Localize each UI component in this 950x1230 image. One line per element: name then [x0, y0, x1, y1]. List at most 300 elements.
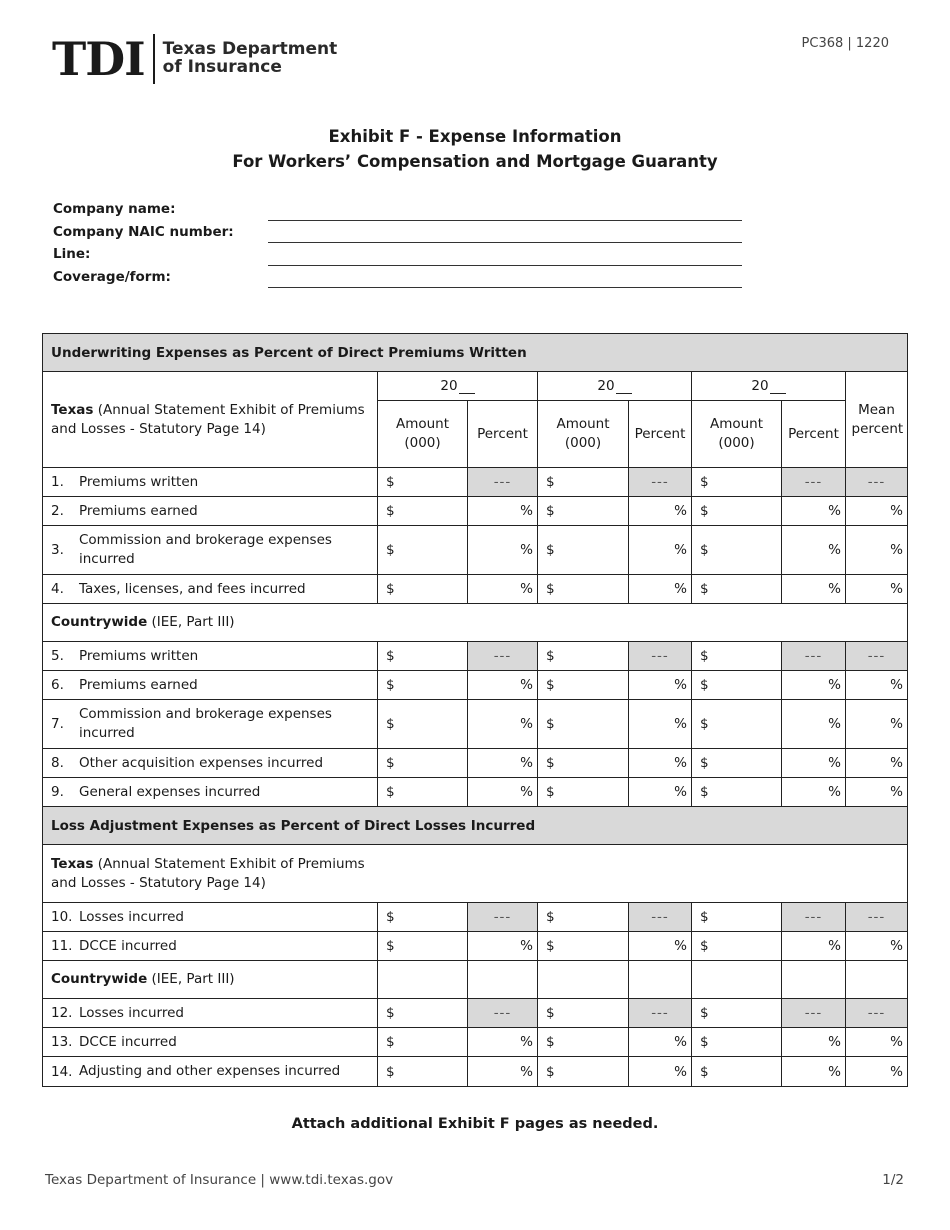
- percent-sign: %: [520, 677, 533, 693]
- countrywide-blank-cell: [468, 961, 538, 999]
- year-1-prefix: 20: [440, 378, 458, 394]
- percent-sign: %: [674, 784, 687, 800]
- row-10-percent-na: [468, 903, 538, 932]
- texas-desc: (Annual Statement Exhibit of Premiums and Losses - Statutory Page 14): [51, 855, 365, 891]
- naic-number-row: [53, 222, 753, 245]
- row-14-label: [43, 1057, 378, 1086]
- row-number: 13.: [51, 1034, 73, 1050]
- row-10-label: [43, 903, 378, 932]
- row-1-percent-na: [629, 468, 692, 497]
- year-1-percent-header: [468, 401, 538, 468]
- percent-sign: %: [890, 677, 903, 693]
- dollar-sign: $: [386, 909, 395, 925]
- year-2-blank[interactable]: [616, 379, 632, 394]
- dollar-sign: $: [700, 542, 709, 558]
- company-name-row: [53, 199, 753, 222]
- row-label: Adjusting and other expenses incurred: [79, 1063, 341, 1079]
- row-1-percent-na: [782, 468, 846, 497]
- row-11-label: [43, 932, 378, 961]
- row-10-percent-na: [629, 903, 692, 932]
- percent-header-text: Percent: [788, 426, 839, 442]
- percent-sign: %: [520, 1063, 533, 1080]
- row-2-amount-input[interactable]: [378, 497, 468, 526]
- percent-sign: %: [674, 581, 687, 597]
- countrywide-blank-cell: [846, 961, 907, 999]
- percent-sign: %: [890, 716, 903, 732]
- row-2-amount-input[interactable]: [538, 497, 629, 526]
- dollar-sign: $: [700, 938, 709, 954]
- company-fields: [53, 199, 753, 289]
- row-10-amount-input[interactable]: [378, 903, 468, 932]
- countrywide-blank-cell: [538, 961, 629, 999]
- row-number: 6.: [51, 677, 64, 693]
- row-label: DCCE incurred: [79, 937, 177, 954]
- dollar-sign: $: [386, 503, 395, 519]
- row-9-label: [43, 778, 378, 807]
- countrywide-desc: (IEE, Part III): [147, 614, 235, 630]
- row-5-percent-na: [782, 642, 846, 671]
- row-8-label: [43, 749, 378, 778]
- coverage-form-label: Coverage/form:: [53, 268, 171, 285]
- dollar-sign: $: [546, 755, 555, 771]
- row-3-percent-input[interactable]: [782, 526, 846, 575]
- year-3-prefix: 20: [751, 378, 769, 394]
- row-5-percent-na: [468, 642, 538, 671]
- dollar-sign: $: [546, 542, 555, 558]
- row-3-label: [43, 526, 378, 575]
- percent-sign: %: [828, 1063, 841, 1080]
- row-3-amount-input[interactable]: [692, 526, 782, 575]
- percent-sign: %: [520, 503, 533, 519]
- dash-text: ---: [493, 1005, 512, 1021]
- row-number: 7.: [51, 716, 64, 732]
- row-3-amount-input[interactable]: [538, 526, 629, 575]
- row-13-amount-input[interactable]: [538, 1028, 629, 1057]
- row-11-percent-input[interactable]: [782, 932, 846, 961]
- dollar-sign: $: [386, 1005, 395, 1021]
- row-12-amount-input[interactable]: [538, 999, 629, 1028]
- countrywide-header-2: [43, 961, 378, 999]
- percent-sign: %: [828, 938, 841, 954]
- countrywide-blank-cell: [692, 961, 782, 999]
- expense-table: [42, 333, 908, 1087]
- row-label: Premiums written: [79, 473, 199, 490]
- percent-sign: %: [674, 938, 687, 954]
- row-label: Commission and brokerage expenses incurred: [79, 706, 332, 741]
- countrywide-blank-cell: [629, 961, 692, 999]
- row-4-amount-input[interactable]: [692, 575, 782, 604]
- row-number: 9.: [51, 784, 64, 800]
- dollar-sign: $: [386, 784, 395, 800]
- row-7-percent-input[interactable]: [782, 700, 846, 749]
- row-7-amount-input[interactable]: [378, 700, 468, 749]
- year-2-prefix: 20: [597, 378, 615, 394]
- row-label: Premiums earned: [79, 502, 198, 519]
- dash-text: ---: [651, 474, 669, 490]
- row-13-percent-input[interactable]: [629, 1028, 692, 1057]
- row-6-label: [43, 671, 378, 700]
- page-title: [0, 124, 950, 174]
- percent-sign: %: [674, 1034, 687, 1050]
- dollar-sign: $: [386, 474, 395, 490]
- row-12-amount-input[interactable]: [378, 999, 468, 1028]
- row-3-percent-input[interactable]: [629, 526, 692, 575]
- tdi-logo: [46, 28, 342, 90]
- row-7-amount-input[interactable]: [538, 700, 629, 749]
- row-1-amount-input[interactable]: [692, 468, 782, 497]
- dollar-sign: $: [546, 716, 555, 732]
- row-10-mean-na: [846, 903, 907, 932]
- row-11-amount-input[interactable]: [692, 932, 782, 961]
- row-8-percent-input[interactable]: [782, 749, 846, 778]
- year-1-header: [378, 372, 538, 401]
- percent-sign: %: [674, 716, 687, 732]
- dollar-sign: $: [546, 648, 555, 664]
- percent-sign: %: [828, 677, 841, 693]
- year-3-percent-header: [782, 401, 846, 468]
- row-8-percent-input[interactable]: [629, 749, 692, 778]
- dash-text: ---: [651, 909, 669, 925]
- line-label: Line:: [53, 246, 91, 262]
- dash-text: ---: [651, 1005, 669, 1021]
- row-9-percent-input[interactable]: [468, 778, 538, 807]
- percent-sign: %: [890, 542, 903, 558]
- percent-sign: %: [890, 1063, 903, 1080]
- dollar-sign: $: [386, 938, 395, 954]
- dollar-sign: $: [546, 677, 555, 693]
- row-4-mean-input[interactable]: [846, 575, 907, 604]
- dollar-sign: $: [700, 503, 709, 519]
- row-label: Other acquisition expenses incurred: [79, 754, 324, 771]
- row-2-percent-input[interactable]: [468, 497, 538, 526]
- row-3-percent-input[interactable]: [468, 526, 538, 575]
- dash-text: ---: [651, 648, 669, 664]
- dollar-sign: $: [546, 1005, 555, 1021]
- dollar-sign: $: [546, 909, 555, 925]
- percent-header-text: Percent: [477, 426, 528, 442]
- row-12-percent-na: [629, 999, 692, 1028]
- row-6-percent-input[interactable]: [782, 671, 846, 700]
- page-number: 1/2: [882, 1172, 904, 1188]
- percent-sign: %: [828, 784, 841, 800]
- row-10-amount-input[interactable]: [692, 903, 782, 932]
- row-11-percent-input[interactable]: [629, 932, 692, 961]
- dash-text: ---: [493, 474, 512, 490]
- row-7-percent-input[interactable]: [629, 700, 692, 749]
- texas-bold: Texas: [51, 401, 94, 418]
- dollar-sign: $: [546, 938, 555, 954]
- row-2-label: [43, 497, 378, 526]
- dollar-sign: $: [700, 784, 709, 800]
- texas-header: [43, 372, 378, 468]
- row-6-amount-input[interactable]: [378, 671, 468, 700]
- footer-text: Texas Department of Insurance | www.tdi.texas.gov: [45, 1172, 394, 1188]
- row-label: Commission and brokerage expenses incurred: [79, 532, 332, 567]
- dollar-sign: $: [386, 581, 395, 597]
- amount-header-text: Amount (000): [709, 416, 764, 451]
- row-4-label: [43, 575, 378, 604]
- mean-percent-header: [846, 372, 907, 468]
- dollar-sign: $: [700, 648, 709, 664]
- dash-text: ---: [867, 1005, 886, 1021]
- attach-note: Attach additional Exhibit F pages as needed.: [291, 1116, 659, 1132]
- row-13-label: [43, 1028, 378, 1057]
- year-1-blank[interactable]: [459, 379, 475, 394]
- percent-sign: %: [828, 716, 841, 732]
- percent-sign: %: [828, 1034, 841, 1050]
- coverage-form-field[interactable]: [268, 270, 742, 288]
- dollar-sign: $: [700, 755, 709, 771]
- row-label: Losses incurred: [79, 1004, 184, 1021]
- row-9-amount-input[interactable]: [538, 778, 629, 807]
- row-5-mean-na: [846, 642, 907, 671]
- row-3-amount-input[interactable]: [378, 526, 468, 575]
- dash-text: ---: [804, 1005, 823, 1021]
- row-14-mean-input[interactable]: [846, 1057, 907, 1086]
- percent-sign: %: [520, 1034, 533, 1050]
- row-14-amount-input[interactable]: [692, 1057, 782, 1086]
- row-13-percent-input[interactable]: [468, 1028, 538, 1057]
- year-2-amount-header: [538, 401, 629, 468]
- percent-sign: %: [674, 503, 687, 519]
- row-4-amount-input[interactable]: [378, 575, 468, 604]
- percent-sign: %: [828, 542, 841, 558]
- dash-text: ---: [804, 648, 823, 664]
- row-number: 3.: [51, 542, 64, 558]
- row-number: 2.: [51, 503, 64, 519]
- naic-number-label: Company NAIC number:: [53, 223, 234, 240]
- amount-header-text: Amount (000): [556, 416, 610, 451]
- row-11-amount-input[interactable]: [538, 932, 629, 961]
- dash-text: ---: [804, 909, 823, 925]
- row-7-amount-input[interactable]: [692, 700, 782, 749]
- dollar-sign: $: [386, 716, 395, 732]
- percent-sign: %: [674, 542, 687, 558]
- row-4-percent-input[interactable]: [468, 575, 538, 604]
- row-13-mean-input[interactable]: [846, 1028, 907, 1057]
- year-1-amount-header: [378, 401, 468, 468]
- row-6-mean-input[interactable]: [846, 671, 907, 700]
- row-11-percent-input[interactable]: [468, 932, 538, 961]
- row-6-percent-input[interactable]: [629, 671, 692, 700]
- dollar-sign: $: [546, 474, 555, 490]
- percent-sign: %: [890, 755, 903, 771]
- row-7-percent-input[interactable]: [468, 700, 538, 749]
- percent-sign: %: [828, 581, 841, 597]
- row-13-amount-input[interactable]: [378, 1028, 468, 1057]
- dollar-sign: $: [700, 716, 709, 732]
- row-8-amount-input[interactable]: [538, 749, 629, 778]
- logo-line-1: Texas Department: [162, 39, 338, 60]
- row-9-amount-input[interactable]: [378, 778, 468, 807]
- row-14-percent-input[interactable]: [782, 1057, 846, 1086]
- row-label: General expenses incurred: [79, 783, 261, 800]
- row-9-mean-input[interactable]: [846, 778, 907, 807]
- percent-sign: %: [674, 755, 687, 771]
- row-11-mean-input[interactable]: [846, 932, 907, 961]
- dash-text: ---: [867, 648, 886, 664]
- row-number: 4.: [51, 581, 64, 597]
- row-8-amount-input[interactable]: [378, 749, 468, 778]
- percent-sign: %: [520, 542, 533, 558]
- line-row: [53, 244, 753, 267]
- row-number: 14.: [51, 1063, 73, 1080]
- dollar-sign: $: [386, 1034, 395, 1050]
- row-7-mean-input[interactable]: [846, 700, 907, 749]
- row-4-amount-input[interactable]: [538, 575, 629, 604]
- year-3-blank[interactable]: [770, 379, 786, 394]
- percent-sign: %: [520, 581, 533, 597]
- section-underwriting-title: [43, 334, 907, 372]
- row-12-percent-na: [782, 999, 846, 1028]
- naic-number-field[interactable]: [268, 225, 742, 243]
- dollar-sign: $: [546, 503, 555, 519]
- row-number: 11.: [51, 938, 73, 954]
- row-5-amount-input[interactable]: [692, 642, 782, 671]
- dollar-sign: $: [700, 1063, 709, 1080]
- percent-sign: %: [674, 677, 687, 693]
- row-4-percent-input[interactable]: [782, 575, 846, 604]
- row-12-amount-input[interactable]: [692, 999, 782, 1028]
- dollar-sign: $: [700, 677, 709, 693]
- texas-bold: Texas: [51, 855, 94, 872]
- dollar-sign: $: [546, 1034, 555, 1050]
- percent-sign: %: [890, 938, 903, 954]
- year-2-header: [538, 372, 692, 401]
- logo-text: [163, 41, 338, 77]
- dash-text: ---: [867, 909, 886, 925]
- row-6-amount-input[interactable]: [538, 671, 629, 700]
- line-field[interactable]: [268, 248, 742, 266]
- percent-sign: %: [890, 784, 903, 800]
- row-4-percent-input[interactable]: [629, 575, 692, 604]
- year-3-header: [692, 372, 846, 401]
- row-12-percent-na: [468, 999, 538, 1028]
- percent-sign: %: [828, 503, 841, 519]
- row-11-amount-input[interactable]: [378, 932, 468, 961]
- percent-header-text: Percent: [634, 426, 686, 442]
- dash-text: ---: [867, 474, 886, 490]
- row-label: Losses incurred: [79, 908, 184, 925]
- percent-sign: %: [890, 1034, 903, 1050]
- row-5-label: [43, 642, 378, 671]
- row-14-percent-input[interactable]: [629, 1057, 692, 1086]
- row-1-percent-na: [468, 468, 538, 497]
- row-number: 8.: [51, 755, 64, 771]
- dollar-sign: $: [386, 755, 395, 771]
- row-number: 10.: [51, 909, 73, 925]
- row-6-percent-input[interactable]: [468, 671, 538, 700]
- row-14-percent-input[interactable]: [468, 1057, 538, 1086]
- year-3-amount-header: [692, 401, 782, 468]
- row-1-mean-na: [846, 468, 907, 497]
- row-8-percent-input[interactable]: [468, 749, 538, 778]
- row-5-amount-input[interactable]: [538, 642, 629, 671]
- row-12-label: [43, 999, 378, 1028]
- coverage-form-row: [53, 267, 753, 290]
- title-line-1: Exhibit F - Expense Information: [328, 127, 622, 146]
- row-1-amount-input[interactable]: [538, 468, 629, 497]
- row-2-percent-input[interactable]: [629, 497, 692, 526]
- row-9-percent-input[interactable]: [629, 778, 692, 807]
- countrywide-header: [43, 604, 907, 642]
- dash-text: ---: [493, 909, 512, 925]
- row-number: 12.: [51, 1005, 73, 1021]
- row-13-percent-input[interactable]: [782, 1028, 846, 1057]
- row-14-amount-input[interactable]: [538, 1057, 629, 1086]
- row-label: Premiums earned: [79, 676, 198, 693]
- row-5-amount-input[interactable]: [378, 642, 468, 671]
- percent-sign: %: [890, 581, 903, 597]
- row-14-amount-input[interactable]: [378, 1057, 468, 1086]
- row-9-amount-input[interactable]: [692, 778, 782, 807]
- texas-header-2: [43, 845, 907, 903]
- row-2-mean-input[interactable]: [846, 497, 907, 526]
- row-number: 5.: [51, 648, 64, 664]
- percent-sign: %: [520, 716, 533, 732]
- row-3-mean-input[interactable]: [846, 526, 907, 575]
- countrywide-blank-cell: [782, 961, 846, 999]
- countrywide-bold: Countrywide: [51, 614, 148, 630]
- row-7-label: [43, 700, 378, 749]
- countrywide-bold: Countrywide: [51, 971, 148, 987]
- row-label: Premiums written: [79, 647, 199, 664]
- dollar-sign: $: [700, 1005, 709, 1021]
- title-line-2: For Workers’ Compensation and Mortgage Guaranty: [232, 152, 718, 171]
- row-10-percent-na: [782, 903, 846, 932]
- row-number: 1.: [51, 474, 64, 490]
- section-title-text: Loss Adjustment Expenses as Percent of Direct Losses Incurred: [51, 817, 536, 834]
- mean-header-text: Mean percent: [851, 401, 904, 437]
- row-2-amount-input[interactable]: [692, 497, 782, 526]
- company-name-label: Company name:: [53, 201, 176, 217]
- texas-desc: (Annual Statement Exhibit of Premiums and Losses - Statutory Page 14): [51, 401, 365, 437]
- dollar-sign: $: [546, 784, 555, 800]
- row-10-amount-input[interactable]: [538, 903, 629, 932]
- dash-text: ---: [493, 648, 512, 664]
- row-9-percent-input[interactable]: [782, 778, 846, 807]
- section-loss-adjustment-title: [43, 807, 907, 845]
- logo-line-2: of Insurance: [162, 57, 282, 77]
- countrywide-blank-cell: [378, 961, 468, 999]
- dollar-sign: $: [546, 581, 555, 597]
- percent-sign: %: [520, 784, 533, 800]
- percent-sign: %: [674, 1063, 687, 1080]
- row-1-amount-input[interactable]: [378, 468, 468, 497]
- row-label: Taxes, licenses, and fees incurred: [79, 580, 306, 597]
- dollar-sign: $: [700, 909, 709, 925]
- dollar-sign: $: [386, 677, 395, 693]
- year-2-percent-header: [629, 401, 692, 468]
- section-title-text: Underwriting Expenses as Percent of Direct Premiums Written: [51, 344, 527, 361]
- row-1-label: [43, 468, 378, 497]
- form-number: PC368 | 1220: [801, 36, 889, 51]
- dollar-sign: $: [386, 542, 395, 558]
- percent-sign: %: [520, 938, 533, 954]
- countrywide-desc: (IEE, Part III): [147, 971, 235, 987]
- row-8-mean-input[interactable]: [846, 749, 907, 778]
- percent-sign: %: [520, 755, 533, 771]
- company-name-field[interactable]: [268, 203, 742, 221]
- row-8-amount-input[interactable]: [692, 749, 782, 778]
- row-2-percent-input[interactable]: [782, 497, 846, 526]
- row-6-amount-input[interactable]: [692, 671, 782, 700]
- dash-text: ---: [804, 474, 823, 490]
- row-12-mean-na: [846, 999, 907, 1028]
- row-5-percent-na: [629, 642, 692, 671]
- dollar-sign: $: [700, 581, 709, 597]
- row-13-amount-input[interactable]: [692, 1028, 782, 1057]
